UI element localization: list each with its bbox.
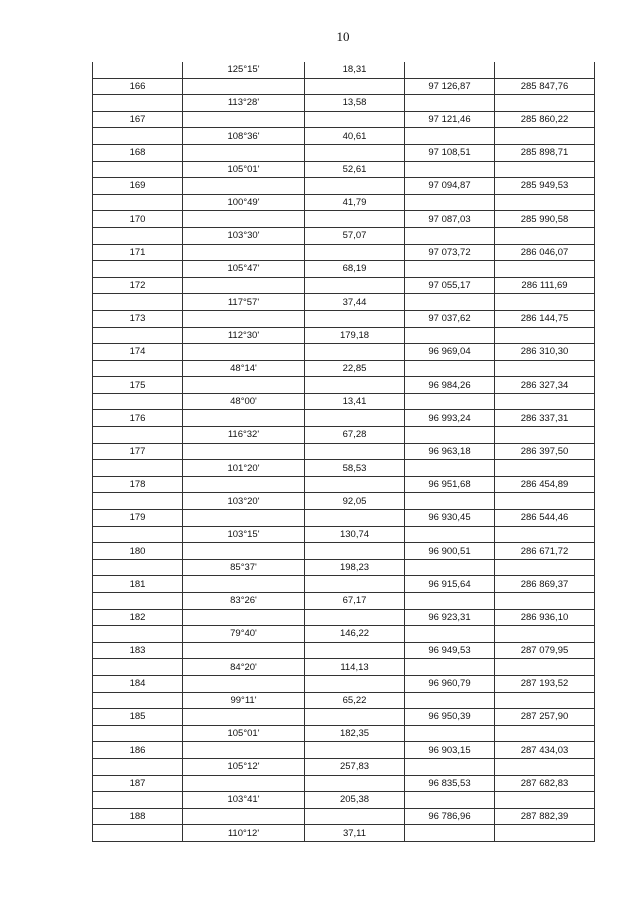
segment-row: [93, 393, 595, 410]
y-coordinate: 286 327,34: [495, 377, 595, 394]
direction-angle: 103°15': [183, 526, 305, 543]
x-coordinate: 97 108,51: [405, 144, 495, 161]
point-number: 170: [93, 211, 183, 228]
length-cell: [305, 443, 405, 460]
point-row: [93, 443, 595, 460]
point-row: [93, 344, 595, 361]
segment-length: 179,18: [305, 327, 405, 344]
direction-angle: 105°47': [183, 261, 305, 278]
x-coordinate: 96 993,24: [405, 410, 495, 427]
y-coordinate: [495, 327, 595, 344]
y-coordinate: 286 144,75: [495, 310, 595, 327]
y-coordinate: [495, 593, 595, 610]
x-coordinate: 96 903,15: [405, 742, 495, 759]
segment-length: 13,41: [305, 393, 405, 410]
y-coordinate: 286 936,10: [495, 609, 595, 626]
point-number: 184: [93, 675, 183, 692]
angle-cell: [183, 742, 305, 759]
y-coordinate: 286 869,37: [495, 576, 595, 593]
direction-angle: 117°57': [183, 294, 305, 311]
angle-cell: [183, 178, 305, 195]
point-number: [93, 294, 183, 311]
y-coordinate: 287 257,90: [495, 709, 595, 726]
point-number: 182: [93, 609, 183, 626]
length-cell: [305, 476, 405, 493]
point-row: [93, 111, 595, 128]
y-coordinate: 285 990,58: [495, 211, 595, 228]
y-coordinate: 287 193,52: [495, 675, 595, 692]
point-number: [93, 95, 183, 112]
page-number: 10: [336, 29, 350, 44]
x-coordinate: [405, 327, 495, 344]
segment-length: 198,23: [305, 559, 405, 576]
point-row: [93, 377, 595, 394]
x-coordinate: 96 835,53: [405, 775, 495, 792]
direction-angle: 113°28': [183, 95, 305, 112]
point-number: 171: [93, 244, 183, 261]
segment-row: [93, 62, 595, 78]
x-coordinate: 97 094,87: [405, 178, 495, 195]
point-number: [93, 692, 183, 709]
length-cell: [305, 543, 405, 560]
point-number: [93, 128, 183, 145]
y-coordinate: [495, 758, 595, 775]
direction-angle: 103°30': [183, 227, 305, 244]
angle-cell: [183, 775, 305, 792]
point-number: [93, 360, 183, 377]
segment-row: [93, 493, 595, 510]
angle-cell: [183, 443, 305, 460]
point-row: [93, 211, 595, 228]
y-coordinate: [495, 393, 595, 410]
direction-angle: 116°32': [183, 427, 305, 444]
point-row: [93, 78, 595, 95]
point-number: 175: [93, 377, 183, 394]
x-coordinate: 96 950,39: [405, 709, 495, 726]
x-coordinate: [405, 261, 495, 278]
length-cell: [305, 111, 405, 128]
point-number: 183: [93, 642, 183, 659]
point-row: [93, 775, 595, 792]
length-cell: [305, 609, 405, 626]
length-cell: [305, 344, 405, 361]
y-coordinate: [495, 294, 595, 311]
segment-row: [93, 194, 595, 211]
point-number: 173: [93, 310, 183, 327]
segment-length: 58,53: [305, 460, 405, 477]
point-number: 186: [93, 742, 183, 759]
length-cell: [305, 78, 405, 95]
angle-cell: [183, 642, 305, 659]
angle-cell: [183, 310, 305, 327]
x-coordinate: 97 126,87: [405, 78, 495, 95]
direction-angle: 79°40': [183, 626, 305, 643]
x-coordinate: [405, 792, 495, 809]
point-row: [93, 543, 595, 560]
direction-angle: 48°14': [183, 360, 305, 377]
point-number: 181: [93, 576, 183, 593]
y-coordinate: 286 397,50: [495, 443, 595, 460]
point-number: [93, 792, 183, 809]
point-number: 174: [93, 344, 183, 361]
angle-cell: [183, 277, 305, 294]
point-number: 166: [93, 78, 183, 95]
x-coordinate: 97 037,62: [405, 310, 495, 327]
segment-length: 68,19: [305, 261, 405, 278]
y-coordinate: [495, 128, 595, 145]
point-row: [93, 244, 595, 261]
length-cell: [305, 675, 405, 692]
length-cell: [305, 642, 405, 659]
length-cell: [305, 709, 405, 726]
segment-row: [93, 659, 595, 676]
segment-row: [93, 427, 595, 444]
segment-row: [93, 460, 595, 477]
x-coordinate: 97 121,46: [405, 111, 495, 128]
x-coordinate: 96 915,64: [405, 576, 495, 593]
direction-angle: 99°11': [183, 692, 305, 709]
point-row: [93, 808, 595, 825]
direction-angle: 105°01': [183, 161, 305, 178]
point-number: [93, 261, 183, 278]
segment-row: [93, 327, 595, 344]
x-coordinate: 96 969,04: [405, 344, 495, 361]
y-coordinate: [495, 725, 595, 742]
y-coordinate: [495, 261, 595, 278]
x-coordinate: [405, 227, 495, 244]
segment-length: 92,05: [305, 493, 405, 510]
point-row: [93, 310, 595, 327]
y-coordinate: 286 671,72: [495, 543, 595, 560]
x-coordinate: 97 087,03: [405, 211, 495, 228]
length-cell: [305, 410, 405, 427]
y-coordinate: [495, 792, 595, 809]
point-row: [93, 576, 595, 593]
segment-length: 114,13: [305, 659, 405, 676]
length-cell: [305, 742, 405, 759]
angle-cell: [183, 410, 305, 427]
direction-angle: 110°12': [183, 825, 305, 842]
x-coordinate: 97 073,72: [405, 244, 495, 261]
point-number: [93, 659, 183, 676]
segment-row: [93, 360, 595, 377]
y-coordinate: [495, 62, 595, 78]
segment-length: 37,11: [305, 825, 405, 842]
point-number: [93, 161, 183, 178]
point-number: 179: [93, 510, 183, 527]
point-number: 176: [93, 410, 183, 427]
x-coordinate: 96 786,96: [405, 808, 495, 825]
point-number: 185: [93, 709, 183, 726]
x-coordinate: [405, 692, 495, 709]
x-coordinate: [405, 427, 495, 444]
segment-row: [93, 825, 595, 842]
x-coordinate: 96 984,26: [405, 377, 495, 394]
point-number: [93, 327, 183, 344]
point-number: [93, 825, 183, 842]
point-row: [93, 178, 595, 195]
direction-angle: 101°20': [183, 460, 305, 477]
y-coordinate: [495, 95, 595, 112]
point-row: [93, 476, 595, 493]
angle-cell: [183, 510, 305, 527]
angle-cell: [183, 543, 305, 560]
x-coordinate: 96 930,45: [405, 510, 495, 527]
y-coordinate: [495, 194, 595, 211]
x-coordinate: [405, 393, 495, 410]
segment-row: [93, 758, 595, 775]
length-cell: [305, 178, 405, 195]
length-cell: [305, 510, 405, 527]
direction-angle: 84°20': [183, 659, 305, 676]
point-number: [93, 758, 183, 775]
point-number: 177: [93, 443, 183, 460]
point-number: 169: [93, 178, 183, 195]
point-number: [93, 626, 183, 643]
angle-cell: [183, 476, 305, 493]
point-number: [93, 559, 183, 576]
x-coordinate: 96 949,53: [405, 642, 495, 659]
segment-row: [93, 128, 595, 145]
y-coordinate: 286 337,31: [495, 410, 595, 427]
angle-cell: [183, 111, 305, 128]
angle-cell: [183, 78, 305, 95]
segment-row: [93, 559, 595, 576]
point-number: 188: [93, 808, 183, 825]
point-number: [93, 593, 183, 610]
y-coordinate: [495, 360, 595, 377]
x-coordinate: [405, 559, 495, 576]
segment-length: 205,38: [305, 792, 405, 809]
y-coordinate: 286 111,69: [495, 277, 595, 294]
direction-angle: 103°20': [183, 493, 305, 510]
y-coordinate: [495, 427, 595, 444]
y-coordinate: 287 079,95: [495, 642, 595, 659]
point-number: [93, 725, 183, 742]
length-cell: [305, 144, 405, 161]
direction-angle: 112°30': [183, 327, 305, 344]
segment-length: 57,07: [305, 227, 405, 244]
direction-angle: 83°26': [183, 593, 305, 610]
angle-cell: [183, 211, 305, 228]
segment-length: 18,31: [305, 62, 405, 78]
angle-cell: [183, 609, 305, 626]
x-coordinate: [405, 161, 495, 178]
segment-row: [93, 261, 595, 278]
length-cell: [305, 808, 405, 825]
point-number: 180: [93, 543, 183, 560]
segment-length: 182,35: [305, 725, 405, 742]
x-coordinate: 96 900,51: [405, 543, 495, 560]
y-coordinate: 285 898,71: [495, 144, 595, 161]
segment-row: [93, 294, 595, 311]
y-coordinate: 286 454,89: [495, 476, 595, 493]
x-coordinate: 97 055,17: [405, 277, 495, 294]
y-coordinate: 287 882,39: [495, 808, 595, 825]
point-number: 178: [93, 476, 183, 493]
segment-length: 146,22: [305, 626, 405, 643]
x-coordinate: [405, 825, 495, 842]
length-cell: [305, 244, 405, 261]
point-number: [93, 393, 183, 410]
y-coordinate: [495, 493, 595, 510]
x-coordinate: [405, 593, 495, 610]
segment-row: [93, 161, 595, 178]
direction-angle: 125°15': [183, 62, 305, 78]
angle-cell: [183, 377, 305, 394]
segment-length: 130,74: [305, 526, 405, 543]
y-coordinate: 286 046,07: [495, 244, 595, 261]
direction-angle: 103°41': [183, 792, 305, 809]
segment-row: [93, 526, 595, 543]
point-row: [93, 709, 595, 726]
point-row: [93, 410, 595, 427]
x-coordinate: [405, 725, 495, 742]
point-number: 167: [93, 111, 183, 128]
y-coordinate: 286 310,30: [495, 344, 595, 361]
segment-row: [93, 593, 595, 610]
point-number: [93, 493, 183, 510]
segment-row: [93, 692, 595, 709]
y-coordinate: 285 949,53: [495, 178, 595, 195]
length-cell: [305, 576, 405, 593]
direction-angle: 85°37': [183, 559, 305, 576]
segment-length: 257,83: [305, 758, 405, 775]
point-number: 172: [93, 277, 183, 294]
x-coordinate: [405, 460, 495, 477]
x-coordinate: [405, 758, 495, 775]
point-number: 187: [93, 775, 183, 792]
segment-row: [93, 95, 595, 112]
point-row: [93, 742, 595, 759]
y-coordinate: [495, 626, 595, 643]
segment-row: [93, 725, 595, 742]
length-cell: [305, 377, 405, 394]
point-row: [93, 510, 595, 527]
segment-length: 40,61: [305, 128, 405, 145]
point-number: [93, 194, 183, 211]
coordinates-table: [92, 62, 595, 842]
angle-cell: [183, 144, 305, 161]
segment-length: 52,61: [305, 161, 405, 178]
y-coordinate: [495, 227, 595, 244]
x-coordinate: [405, 659, 495, 676]
x-coordinate: [405, 526, 495, 543]
segment-row: [93, 626, 595, 643]
segment-length: 13,58: [305, 95, 405, 112]
point-number: [93, 526, 183, 543]
x-coordinate: 96 951,68: [405, 476, 495, 493]
point-number: [93, 227, 183, 244]
x-coordinate: [405, 62, 495, 78]
y-coordinate: [495, 526, 595, 543]
segment-length: 37,44: [305, 294, 405, 311]
y-coordinate: [495, 559, 595, 576]
point-number: [93, 427, 183, 444]
point-row: [93, 675, 595, 692]
point-number: [93, 62, 183, 78]
x-coordinate: [405, 360, 495, 377]
table-body: [93, 62, 595, 841]
angle-cell: [183, 709, 305, 726]
y-coordinate: [495, 825, 595, 842]
y-coordinate: [495, 460, 595, 477]
x-coordinate: [405, 128, 495, 145]
point-number: 168: [93, 144, 183, 161]
segment-length: 67,17: [305, 593, 405, 610]
direction-angle: 100°49': [183, 194, 305, 211]
segment-length: 65,22: [305, 692, 405, 709]
length-cell: [305, 310, 405, 327]
direction-angle: 108°36': [183, 128, 305, 145]
angle-cell: [183, 244, 305, 261]
y-coordinate: [495, 692, 595, 709]
x-coordinate: [405, 95, 495, 112]
x-coordinate: [405, 294, 495, 311]
x-coordinate: [405, 194, 495, 211]
segment-row: [93, 227, 595, 244]
angle-cell: [183, 344, 305, 361]
angle-cell: [183, 808, 305, 825]
length-cell: [305, 277, 405, 294]
y-coordinate: [495, 659, 595, 676]
x-coordinate: 96 960,79: [405, 675, 495, 692]
point-number: [93, 460, 183, 477]
segment-length: 67,28: [305, 427, 405, 444]
segment-row: [93, 792, 595, 809]
angle-cell: [183, 576, 305, 593]
segment-length: 41,79: [305, 194, 405, 211]
point-row: [93, 144, 595, 161]
y-coordinate: 287 682,83: [495, 775, 595, 792]
angle-cell: [183, 675, 305, 692]
direction-angle: 105°01': [183, 725, 305, 742]
y-coordinate: 285 847,76: [495, 78, 595, 95]
direction-angle: 105°12': [183, 758, 305, 775]
point-row: [93, 609, 595, 626]
y-coordinate: 286 544,46: [495, 510, 595, 527]
length-cell: [305, 775, 405, 792]
x-coordinate: [405, 626, 495, 643]
segment-length: 22,85: [305, 360, 405, 377]
direction-angle: 48°00': [183, 393, 305, 410]
x-coordinate: 96 923,31: [405, 609, 495, 626]
point-row: [93, 277, 595, 294]
length-cell: [305, 211, 405, 228]
y-coordinate: 287 434,03: [495, 742, 595, 759]
y-coordinate: [495, 161, 595, 178]
y-coordinate: 285 860,22: [495, 111, 595, 128]
x-coordinate: 96 963,18: [405, 443, 495, 460]
point-row: [93, 642, 595, 659]
x-coordinate: [405, 493, 495, 510]
